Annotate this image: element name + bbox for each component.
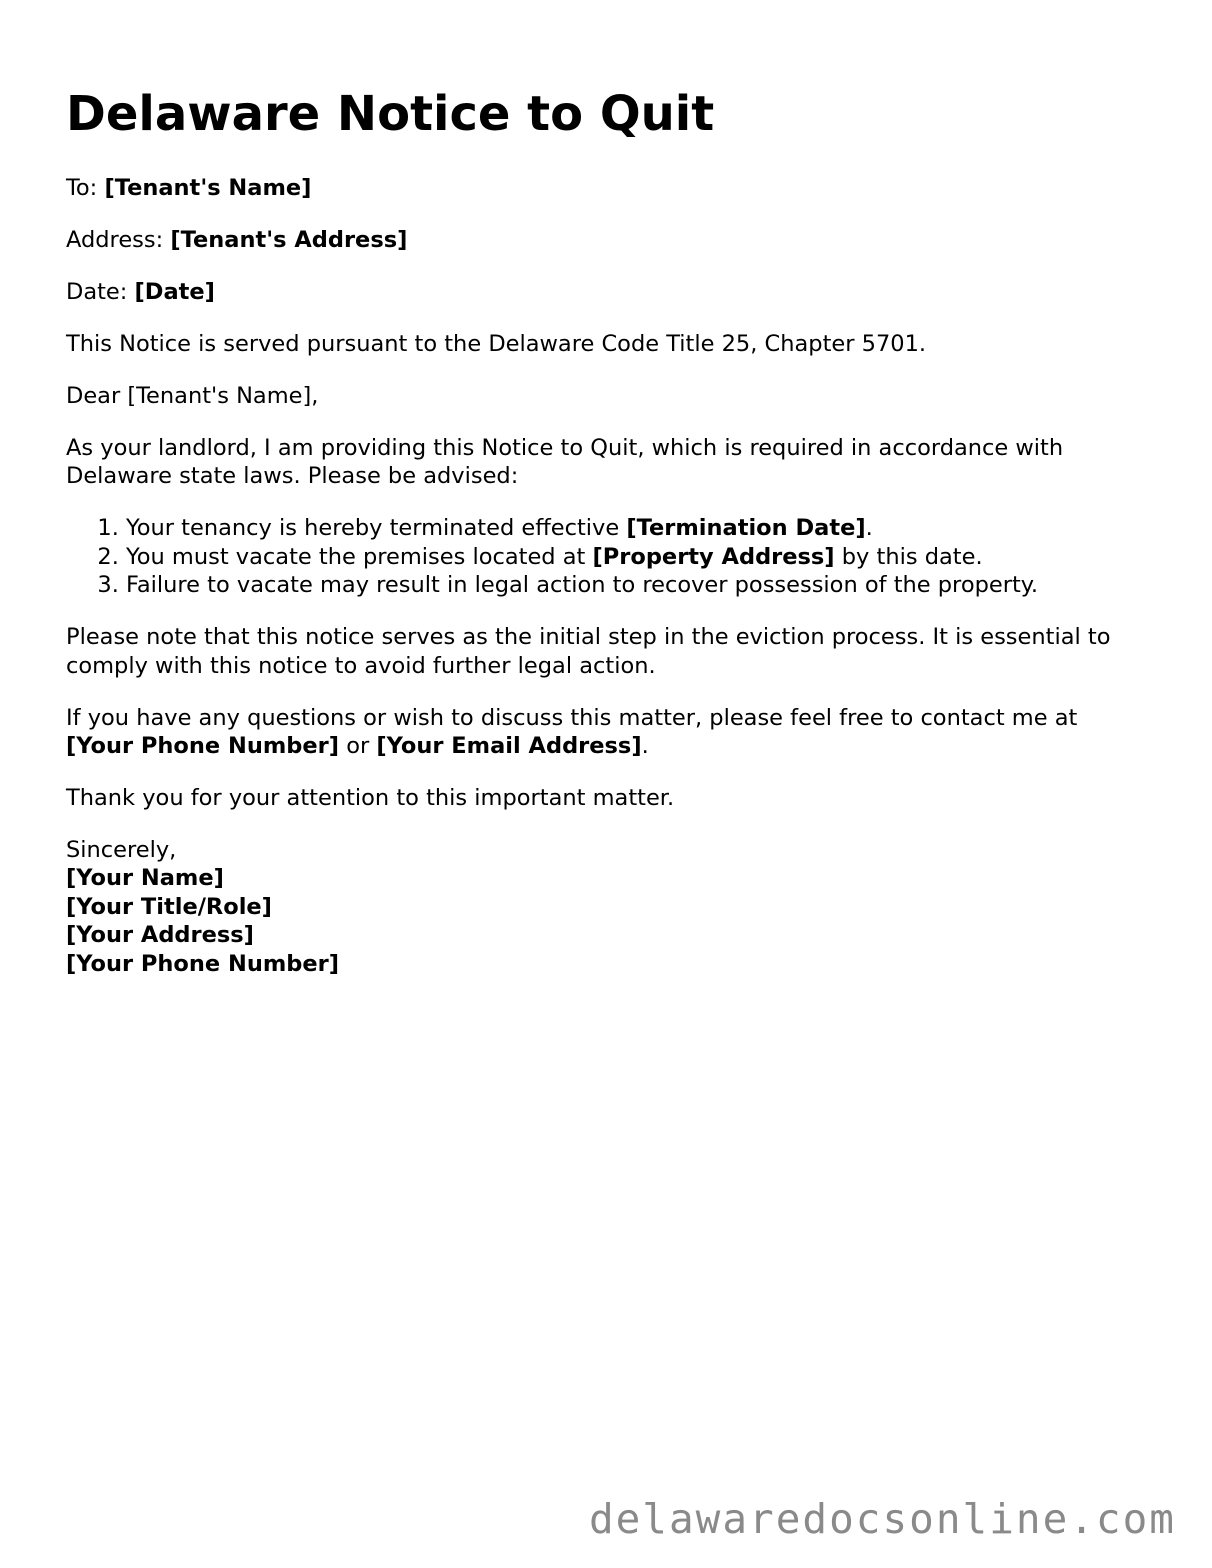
document-title: Delaware Notice to Quit (66, 86, 715, 142)
signer-address: [Your Address] (66, 922, 254, 949)
date-value: [Date] (134, 279, 215, 305)
salutation: Dear [Tenant's Name], (66, 383, 319, 409)
site-watermark: delawaredocsonline.com (588, 1495, 1176, 1543)
list-item: 2. You must vacate the premises located at [Property Address] by this date. (126, 543, 1146, 571)
list-item: 3. Failure to vacate may result in legal action to recover possession of the property. (126, 571, 1146, 599)
signer-name: [Your Name] (66, 865, 224, 892)
statute-line: This Notice is served pursuant to the Delaware Code Title 25, Chapter 5701. (66, 331, 927, 357)
signer-title: [Your Title/Role] (66, 893, 272, 920)
address-line (66, 226, 1146, 254)
date-line (66, 278, 1146, 306)
notice-items-list (66, 514, 1146, 599)
intro-paragraph: As your landlord, I am providing this Notice to Quit, which is required in accordance with Delaware state laws. Please be advised: (66, 435, 1064, 490)
signature-block (66, 836, 1146, 978)
contact-paragraph: If you have any questions or wish to discuss this matter, please feel free to contact me at [Your Phone Number] or [Your Email Address]. (66, 704, 1078, 760)
document-body (66, 174, 1146, 978)
closing: Sincerely, (66, 837, 177, 864)
note-paragraph: Please note that this notice serves as the initial step in the eviction process. It is essential to comply with this notice to avoid further legal action. (66, 624, 1111, 679)
address-label: Address: (66, 227, 164, 253)
thanks-paragraph: Thank you for your attention to this important matter. (66, 785, 675, 812)
address-value: [Tenant's Address] (170, 227, 408, 253)
list-item: 1. Your tenancy is hereby terminated effective [Termination Date]. (126, 514, 1146, 542)
to-line (66, 174, 1146, 202)
signer-phone: [Your Phone Number] (66, 950, 340, 977)
contact-email: [Your Email Address] (376, 733, 642, 760)
date-label: Date: (66, 279, 128, 305)
to-label: To: (66, 175, 98, 201)
to-value: [Tenant's Name] (104, 175, 312, 201)
contact-phone: [Your Phone Number] (66, 733, 340, 760)
